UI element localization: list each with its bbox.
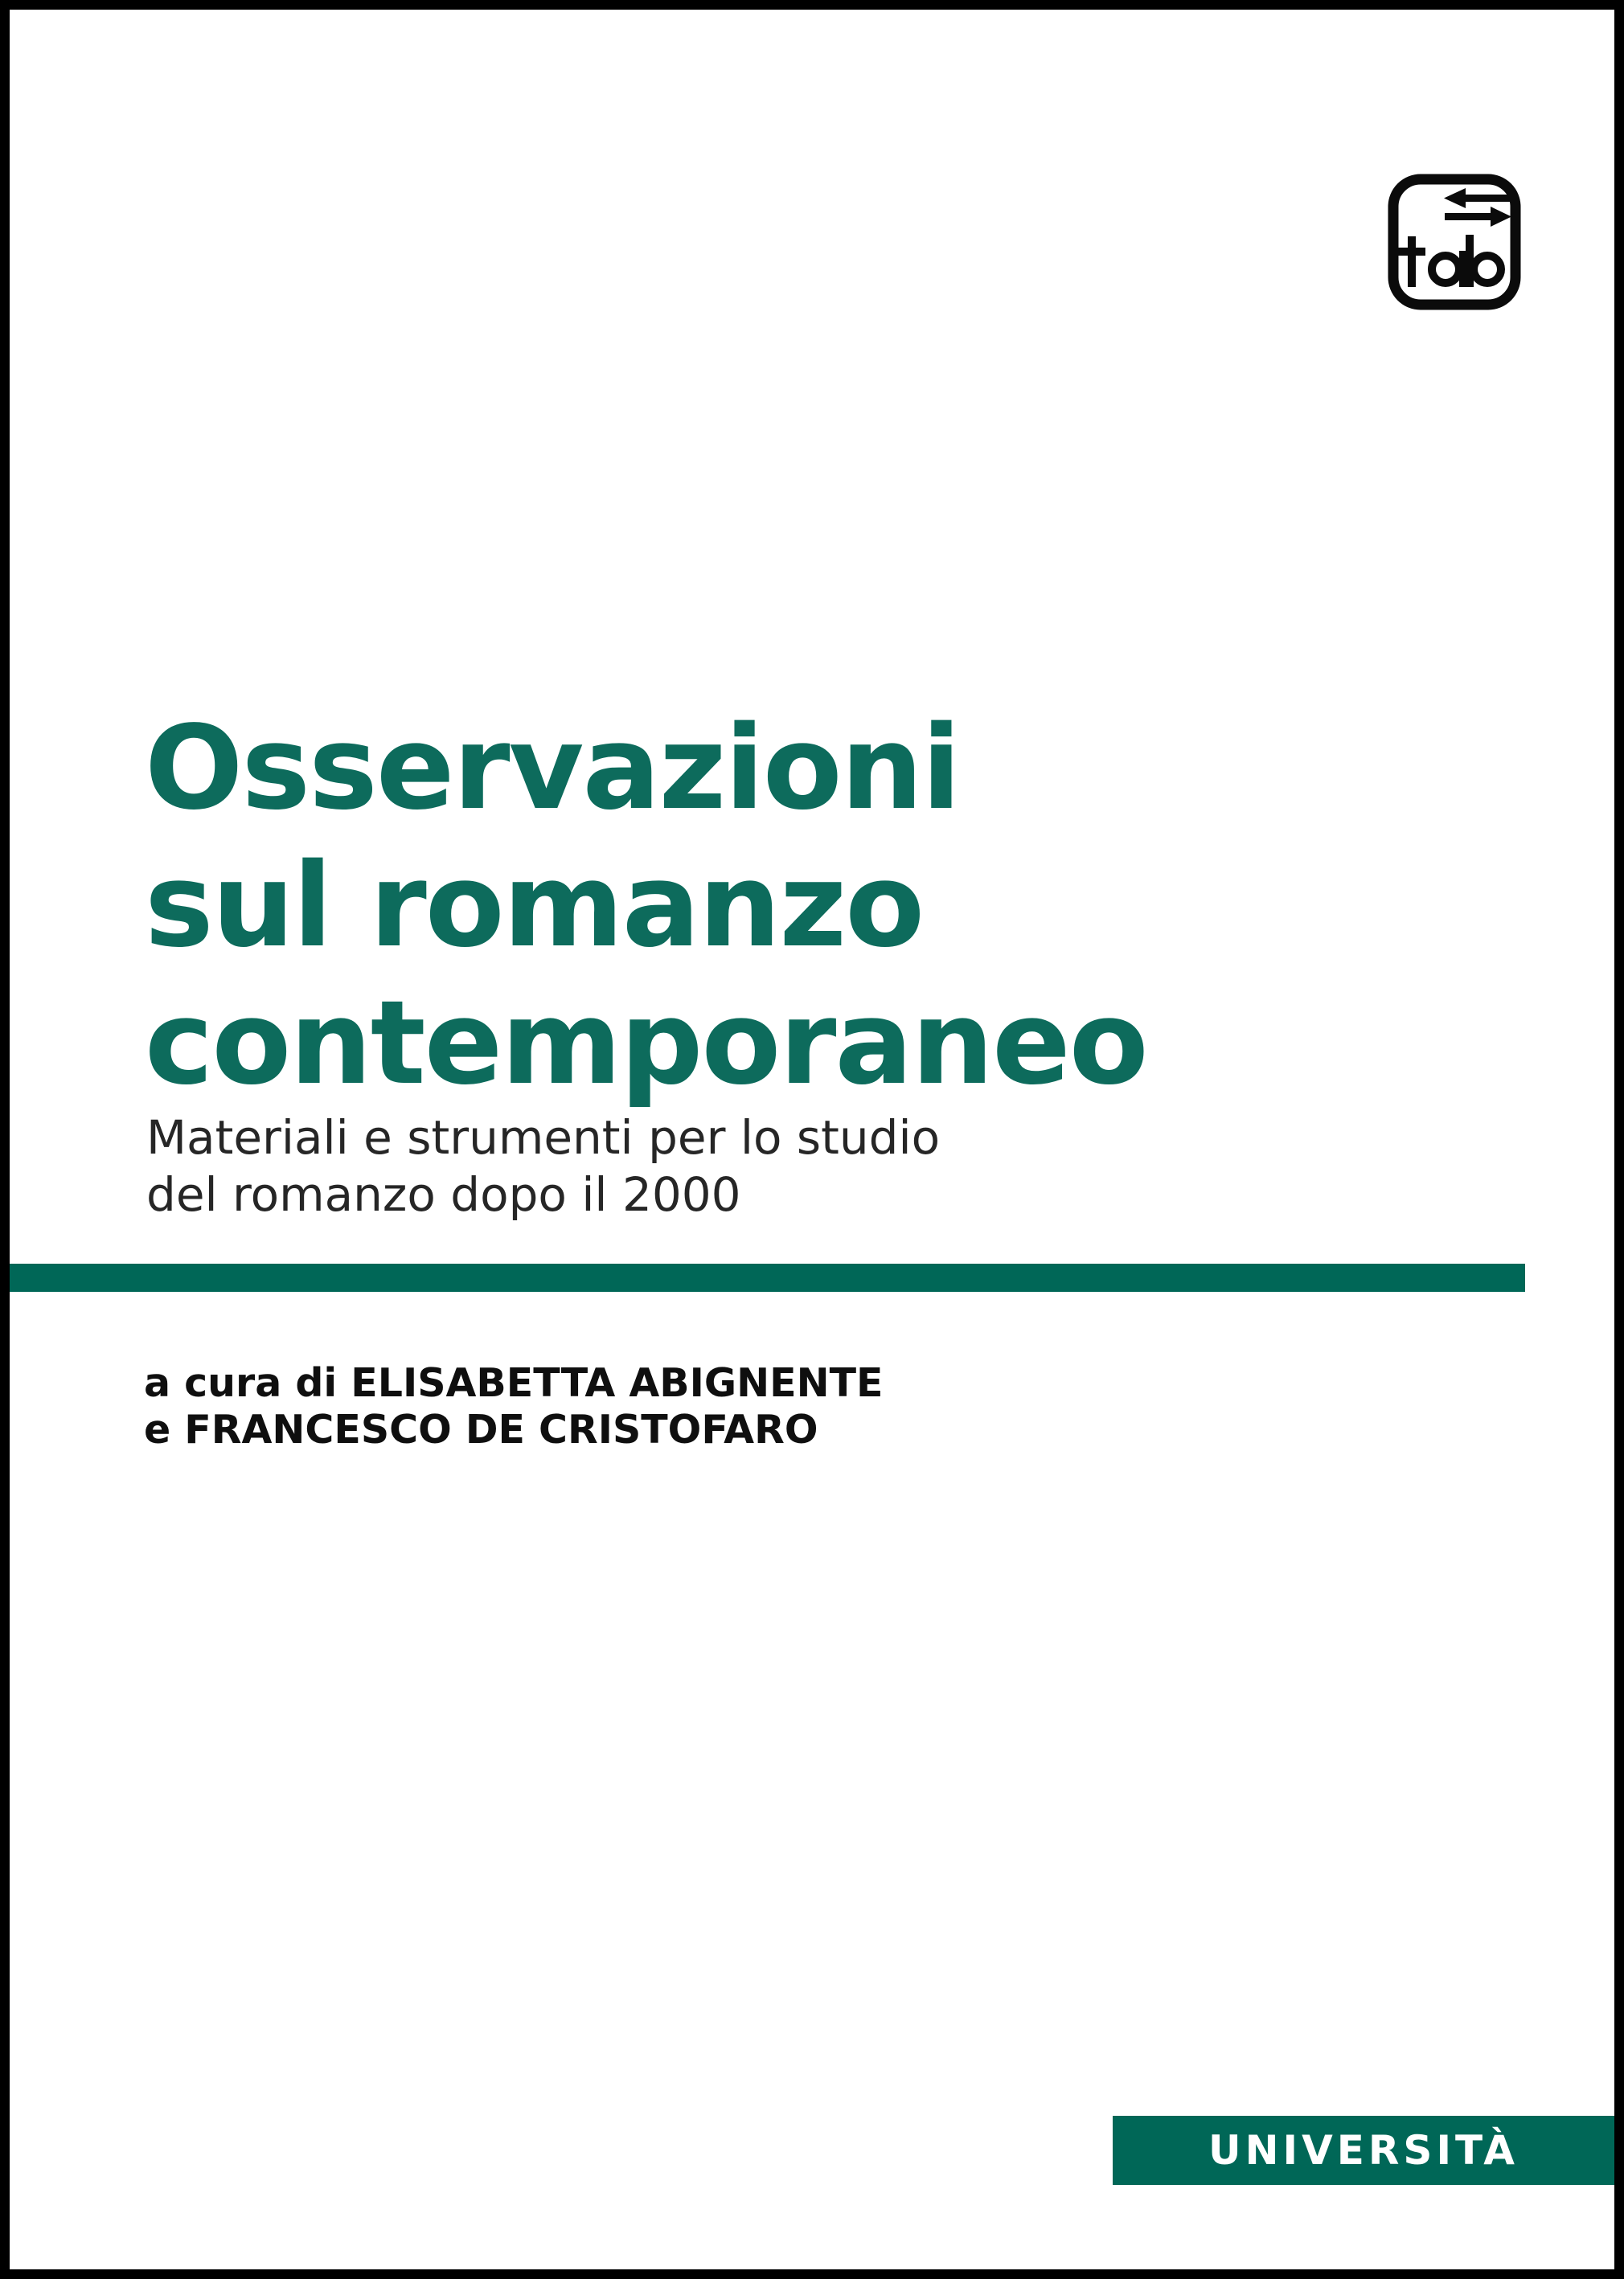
editors-line [144,1360,884,1453]
series-badge-label: UNIVERSITÀ [1208,2127,1519,2174]
book-title-line-2: sul romanzo [145,838,924,973]
book-title-line-3: contemporaneo [145,975,1147,1110]
swap-arrow-left-icon [1444,188,1510,208]
swap-arrow-right-icon [1445,207,1511,227]
editors-line-1: a cura di ELISABETTA ABIGNENTE [144,1360,884,1406]
publisher-logo [1388,174,1521,310]
book-title [145,699,1147,1112]
book-title-line-1: Osservazioni [145,700,960,835]
book-subtitle-line-1: Materiali e strumenti per lo studio [146,1110,941,1165]
book-subtitle-line-2: del romanzo dopo il 2000 [146,1167,741,1222]
tab-logo-icon [1388,174,1521,310]
tab-wordmark [1398,235,1501,287]
divider-rule [10,1264,1525,1292]
editors-line-2: e FRANCESCO DE CRISTOFARO [144,1407,818,1453]
series-badge [1113,2116,1614,2185]
book-subtitle [146,1109,940,1224]
